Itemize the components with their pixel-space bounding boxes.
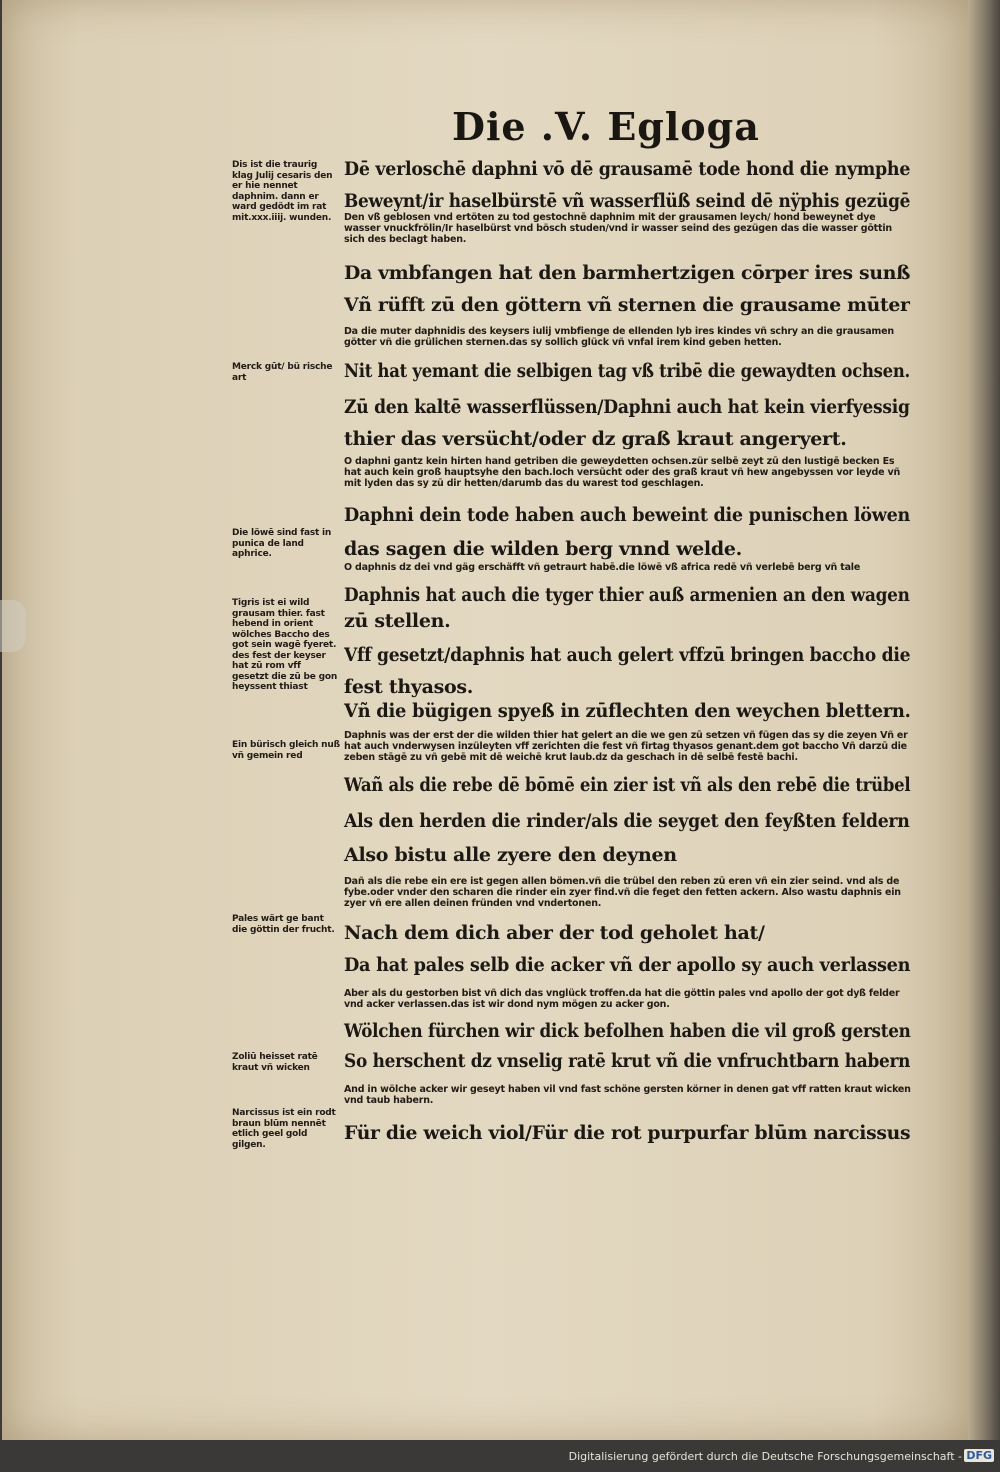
prose-commentary: Den vß geblosen vnd ertöten zu tod gestochnē daphnim mit der grausamen leych/ hond beweynet dye wasser vnuckfrölin/Ir haselbürst vnd bösch studen/vnd ir wasser seind des gezügen das die wasser gōttin sich des beclagt haben. <box>344 212 892 245</box>
prose-commentary: O daphnis dz dei vnd gäg erschäfft vñ getraurt habē.die löwē vß africa redē vñ verlebē berg vñ tale <box>344 562 861 573</box>
verse-line: Vñ die bügigen spyeß in zūflechten den weychen blettern. <box>344 700 911 722</box>
verse-line: Nit hat yemant die selbigen tag vß tribē die gewaydten ochsen. <box>344 360 911 382</box>
margin-gloss: Zoliū heisset ratē kraut vñ wicken <box>232 1052 318 1073</box>
margin-gloss: Pales wärt ge bant die göttin der frucht. <box>232 914 335 935</box>
verse-line: Wañ als die rebe dē bōmē ein zier ist vñ als den rebē die trübel <box>344 774 911 796</box>
verse-line: zū stellen. <box>344 610 451 632</box>
verse-line: Da hat pales selb die acker vñ der apollo sy auch verlassen <box>344 954 911 976</box>
footer-credit: Digitalisierung gefördert durch die Deutsche Forschungsgemeinschaft - <box>568 1450 962 1463</box>
verse-line: Für die weich viol/Für die rot purpurfar blūm narcissus <box>344 1122 911 1144</box>
margin-gloss: Merck gūt/ bü rische art <box>232 362 333 383</box>
verse-line: So herschent dz vnselig ratē krut vñ die vnfruchtbarn habern <box>344 1050 911 1072</box>
margin-gloss: Die löwē sind fast in punica de land aphrice. <box>232 528 332 559</box>
verse-line: fest thyasos. <box>344 676 474 698</box>
margin-gloss: Narcissus ist ein rodt braun blūm nennēt etlich geel gold gilgen. <box>232 1108 336 1150</box>
verse-line: Daphnis hat auch die tyger thier auß armenien an den wagen <box>344 584 910 606</box>
verse-line: Nach dem dich aber der tod geholet hat/ <box>344 922 765 944</box>
verse-line: Daphni dein tode haben auch beweint die punischen löwen <box>344 504 910 526</box>
margin-gloss: Dis ist die traurig klag Julij cesaris den er hie nennet daphnim. dann er ward gedödt im rat mit.xxx.iiij. wunden. <box>232 160 333 223</box>
verse-line: das sagen die wilden berg vnnd welde. <box>344 538 742 560</box>
verse-line: Da vmbfangen hat den barmhertzigen cōrper ires sunß <box>344 262 911 284</box>
verse-line: Also bistu alle zyere den deynen <box>344 844 677 866</box>
verse-line: Dē verloschē daphni vō dē grausamē tode hond die nymphe <box>344 158 911 180</box>
verse-line: Zū den kaltē wasserflüssen/Daphni auch hat kein vierfyessig <box>344 396 910 418</box>
prose-commentary: Da die muter daphnidis des keysers iulij vmbfienge de ellenden lyb ires kindes vñ schry an die grausamen götter vñ die grülichen sternen.das sy sollich glück vñ vnfal irem kind geben hetten. <box>344 326 894 348</box>
verse-line: thier das versücht/oder dz graß kraut angeryert. <box>344 428 847 450</box>
margin-gloss: Ein bürisch gleich nuß vñ gemein red <box>232 740 340 761</box>
margin-gloss: Tigris ist ei wild grausam thier. fast hebend in orient wölches Baccho des got sein wagē fyeret. des fest der keyser hat zū rom vff gesetzt die zū be gon heyssent thiast <box>232 598 338 692</box>
prose-commentary: O daphni gantz kein hirten hand getriben die geweydetten ochsen.zür selbē zeyt zū den lustigē becken Es hat auch kein groß hauptsyhe den bach.loch versūcht oder des graß kraut vñ hew angebyssen vor leyde vñ mit lyden das sy zū dir hetten/darumb das du warest tod geschlagen. <box>344 456 901 489</box>
page-title: Die .V. Egloga <box>452 104 760 149</box>
page-edge <box>968 0 1000 1440</box>
prose-commentary: Daphnis was der erst der die wilden thier hat gelert an die we gen zū setzen vñ fügen das sy die zeyen Vñ er hat auch vnderwysen inzüleyten vff zerichten die fest vñ firtag thyasos genant.dem got baccho Vñ darzū die zeben stāgē zu vñ gebē mit dē weichē krut laub.dz da geschach in dē selbē festē bachi. <box>344 730 908 763</box>
dfg-logo: DFG <box>966 1449 992 1462</box>
verse-line: Beweynt/ir haselbürstē vñ wasserflüß seind dē nÿphis gezügē <box>344 190 911 212</box>
prose-commentary: And in wölche acker wir geseyt haben vil vnd fast schöne gersten körner in denen gat vff ratten kraut wicken vnd taub habern. <box>344 1084 911 1106</box>
verse-line: Vñ rüfft zū den göttern vñ sternen die grausame mūter <box>344 294 910 316</box>
prose-commentary: Aber als du gestorben bist vñ dich das vnglück troffen.da hat die göttin pales vnd apollo der got dyß felder vnd acker verlassen.das ist wir dond nym mögen zu acker gon. <box>344 988 900 1010</box>
verse-line: Wölchen fürchen wir dick befolhen haben die vil groß gersten <box>344 1020 911 1042</box>
verse-line: Als den herden die rinder/als die seyget den feyßten feldern <box>344 810 910 832</box>
bookmark-tab <box>0 600 26 652</box>
prose-commentary: Dañ als die rebe ein ere ist gegen allen bömen.vñ die trübel den reben zū eren vñ ein zier seind. vnd als de fybe.oder vnder den scharen die rinder ein zyer find.vñ die feget den fetten ackern. Also wastu daphnis ein zyer vñ ere allen deinen fründen vnd vndertonen. <box>344 876 901 909</box>
verse-line: Vff gesetzt/daphnis hat auch gelert vffzū bringen baccho die <box>344 644 911 666</box>
